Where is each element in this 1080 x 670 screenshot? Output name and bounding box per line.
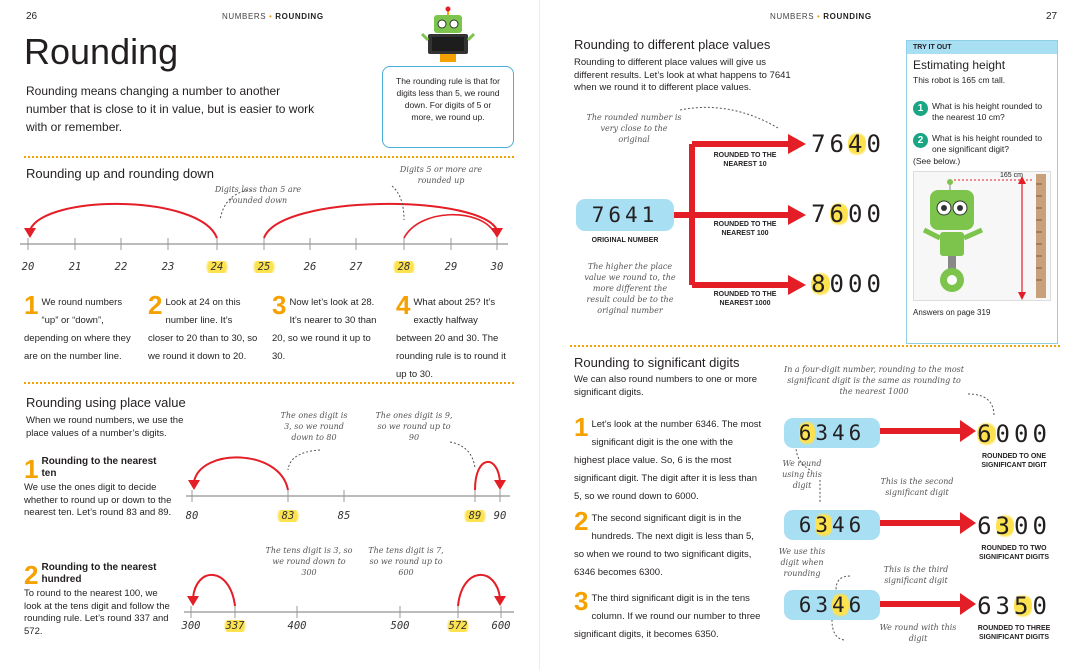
tick-highlighted: 89 <box>460 510 490 522</box>
digit: 4 <box>832 421 849 445</box>
label-nearest-10: ROUNDED TO THE NEAREST 10 <box>713 152 777 168</box>
tick-highlighted: 28 <box>389 261 419 273</box>
note-ones-9: The ones digit is 9, so we round up to 90 <box>375 411 453 442</box>
digit: 6 <box>848 593 866 617</box>
subsection-text: We use the ones digit to decide whether to round up or down to the nearest ten. Let’s round 83 and 89. <box>24 482 172 518</box>
step-number: 3 <box>272 290 287 320</box>
tick: 23 <box>161 261 175 273</box>
tick: 90 <box>493 510 507 522</box>
section-heading-place-values: Rounding to different place values <box>574 37 771 52</box>
number-6346-a <box>784 418 880 448</box>
branch-arrows <box>670 100 810 310</box>
significant-intro: We can also round numbers to one or more significant digits. <box>574 374 758 398</box>
note-ones-3: The ones digit is 3, so we round down to 80 <box>280 411 348 442</box>
question-number-2: 2 <box>913 133 928 148</box>
result-6000 <box>972 420 1056 448</box>
label-three-sig-digits: ROUNDED TO THREE SIGNIFICANT DIGITS <box>977 625 1051 641</box>
place-value-intro: When we round numbers, we use the place values of a number’s digits. <box>26 415 184 439</box>
place-values-intro: Rounding to different place values will give us different results. Let’s look at what happens to 7641 when we round it to different place values. <box>574 57 791 93</box>
step-text: We round numbers “up” or “down”, depending on where they are on the number line. <box>24 297 131 362</box>
digit-highlighted: 8 <box>811 270 830 298</box>
answers-note: Answers on page 319 <box>913 308 991 317</box>
page-number-left: 26 <box>26 11 38 22</box>
question-text: What is his height rounded to one significant digit? <box>932 132 1043 154</box>
tick-highlighted: 25 <box>249 261 279 273</box>
tick: 80 <box>185 510 199 522</box>
tick: 27 <box>349 261 363 273</box>
step-text: The third significant digit is in the tens column. If we round our number to three significant digits, it becomes 6350. <box>574 593 761 640</box>
right-page <box>540 0 1080 670</box>
note-third-digit: This is the third significant digit <box>883 565 949 585</box>
tick: 400 <box>287 620 307 632</box>
note-tens-3: The tens digit is 3, so we round down to 300 <box>265 546 353 577</box>
arc-24-to-20 <box>30 204 217 238</box>
note-digits-less: Digits less than 5 are rounded down <box>214 185 302 205</box>
digit: 4 <box>832 513 849 537</box>
digit: 6 <box>848 513 866 537</box>
header-topic: ROUNDING <box>275 12 324 21</box>
digit: 0 <box>829 270 848 298</box>
digit: 6 <box>829 130 848 158</box>
section-heading-place-value: Rounding using place value <box>26 395 186 410</box>
digit: 3 <box>815 593 832 617</box>
original-number-label: ORIGINAL NUMBER <box>591 237 659 244</box>
tick: 26 <box>303 261 317 273</box>
tick: 30 <box>490 261 504 273</box>
number-6346-c <box>784 590 880 620</box>
digit: 0 <box>1032 420 1051 448</box>
ruler-label: 165 cm <box>1000 172 1023 179</box>
round-nearest-ten <box>24 456 174 520</box>
subheading: Rounding to the nearest ten <box>41 456 157 479</box>
tick: 20 <box>21 261 35 273</box>
digit: 7 <box>811 130 830 158</box>
result-8000 <box>806 270 890 298</box>
digit-highlighted: 3 <box>815 510 832 540</box>
label-two-sig-digits: ROUNDED TO TWO SIGNIFICANT DIGITS <box>979 545 1049 561</box>
step-number: 4 <box>396 290 411 320</box>
note-round-with: We round with this digit <box>879 623 957 643</box>
tick-highlighted: 83 <box>273 510 303 522</box>
label-nearest-100: ROUNDED TO THE NEAREST 100 <box>713 221 777 237</box>
tick: 21 <box>68 261 82 273</box>
try-it-out-box <box>906 40 1058 344</box>
step-3 <box>272 292 384 364</box>
subheading: Rounding to the nearest hundred <box>41 562 157 585</box>
step-1 <box>24 292 136 364</box>
digit: 0 <box>848 200 867 228</box>
note-use-this-digit: We use this digit when rounding <box>778 547 826 578</box>
note-round-using: We round using this digit <box>782 459 822 490</box>
header-separator: • <box>269 12 273 21</box>
tick-highlighted: 24 <box>202 261 232 273</box>
tick: 85 <box>337 510 351 522</box>
robot-height-panel <box>913 171 1051 301</box>
note-higher-place: The higher the place value we round to, the more different the result could be to the original number <box>584 262 676 315</box>
step-number: 1 <box>24 454 39 484</box>
section-divider <box>570 345 1060 347</box>
round-nearest-hundred <box>24 562 174 638</box>
tick-highlighted: 572 <box>443 620 473 632</box>
note-rounded-close: The rounded number is very close to the original <box>586 113 682 144</box>
original-number: 7641 <box>576 199 674 231</box>
number-6346-b <box>784 510 880 540</box>
number-line-80-90 <box>180 440 520 520</box>
digit: 0 <box>1014 512 1033 540</box>
step-4 <box>396 292 512 382</box>
digit: 6 <box>798 513 816 537</box>
digit-highlighted: 4 <box>848 130 867 158</box>
tick: 29 <box>444 261 458 273</box>
question-number-1: 1 <box>913 101 928 116</box>
tick: 300 <box>181 620 201 632</box>
rounding-rule-box: The rounding rule is that for digits less than 5, we round down. For digits of 5 or more, we round up. <box>382 66 514 148</box>
step-text: What about 25? It’s exactly halfway between 20 and 30. The rounding rule is to round it up to 30. <box>396 297 506 380</box>
digit-highlighted: 4 <box>832 590 849 620</box>
page-number-right: 27 <box>1046 11 1058 22</box>
arc-25-to-30 <box>264 204 497 238</box>
digit-highlighted: 6 <box>799 418 816 448</box>
digit: 0 <box>995 420 1014 448</box>
digit: 0 <box>866 270 885 298</box>
header-topic: ROUNDING <box>823 12 872 21</box>
note-four-digit: In a four-digit number, rounding to the most significant digit is the same as rounding to the nearest 1000 <box>784 365 964 396</box>
note-digits-more: Digits 5 or more are rounded up <box>399 165 483 185</box>
try-see-below: (See below.) <box>913 155 961 166</box>
digit-highlighted: 5 <box>1014 592 1033 620</box>
tick: 600 <box>491 620 511 632</box>
try-title: Estimating height <box>913 58 1006 72</box>
digit: 3 <box>995 592 1014 620</box>
try-question-1 <box>907 87 1057 123</box>
digit: 0 <box>848 270 867 298</box>
step-text: The second significant digit is in the hundreds. The next digit is less than 5, so when we round to two significant digits, 6346 becomes 6300. <box>574 513 754 578</box>
step-number: 2 <box>574 506 589 536</box>
result-7640 <box>806 130 890 158</box>
digit: 6 <box>977 512 996 540</box>
page-title: Rounding <box>24 31 179 72</box>
digit: 3 <box>815 421 832 445</box>
digit: 0 <box>1014 420 1033 448</box>
header-section: NUMBERS <box>770 12 815 21</box>
label-nearest-1000: ROUNDED TO THE NEAREST 1000 <box>713 291 777 307</box>
running-header-right <box>770 12 872 21</box>
try-question-2 <box>907 123 1057 155</box>
digit: 0 <box>1032 592 1051 620</box>
note-second-digit: This is the second significant digit <box>880 477 954 497</box>
digit: 0 <box>866 200 885 228</box>
result-7600 <box>806 200 890 228</box>
sig-step-3 <box>574 588 766 642</box>
intro-text: Rounding means changing a number to another number that is close to it in value, but is easier to work with or remember. <box>26 84 315 134</box>
try-text: This robot is 165 cm tall. <box>913 75 1006 85</box>
result-6350 <box>972 592 1056 620</box>
sig-step-1 <box>574 414 766 504</box>
digit: 6 <box>798 593 816 617</box>
header-separator: • <box>817 12 821 21</box>
header-section: NUMBERS <box>222 12 267 21</box>
digit: 0 <box>1032 512 1051 540</box>
digit: 7 <box>811 200 830 228</box>
subsection-text: To round to the nearest 100, we look at the tens digit and follow the rounding rule. Let’s round 337 and 572. <box>24 588 170 637</box>
digit-highlighted: 6 <box>829 200 848 228</box>
arc-28-to-30 <box>404 215 494 238</box>
section-heading-significant: Rounding to significant digits <box>574 355 740 370</box>
robot-with-ruler-illustration <box>914 172 1052 302</box>
robot-illustration <box>420 6 476 66</box>
step-number: 3 <box>574 586 589 616</box>
step-text: Let’s look at the number 6346. The most significant digit is the one with the highest place value. So, 6 is the most significant digit. The digit after it is less than 5, so we round down to 6000. <box>574 419 762 502</box>
digit: 6 <box>848 421 866 445</box>
note-tens-7: The tens digit is 7, so we round up to 600 <box>368 546 444 577</box>
step-number: 1 <box>574 412 589 442</box>
running-header-left <box>222 12 324 21</box>
tick: 500 <box>390 620 410 632</box>
step-2 <box>148 292 260 364</box>
label-one-sig-digit: ROUNDED TO ONE SIGNIFICANT DIGIT <box>981 453 1047 469</box>
section-divider <box>24 156 514 158</box>
digit-highlighted: 3 <box>995 512 1014 540</box>
digit-highlighted: 6 <box>977 420 996 448</box>
digit: 6 <box>977 592 996 620</box>
try-tag: TRY IT OUT <box>907 41 1057 54</box>
tick: 22 <box>114 261 128 273</box>
digit: 0 <box>866 130 885 158</box>
question-text: What is his height rounded to the nearest 10 cm? <box>932 100 1043 122</box>
result-6300 <box>972 512 1056 540</box>
sig-step-2 <box>574 508 766 580</box>
step-text: Now let’s look at 28. It’s nearer to 30 than 20, so we round it up to 30. <box>272 297 377 362</box>
step-number: 1 <box>24 290 39 320</box>
step-number: 2 <box>24 560 39 590</box>
section-heading-up-down: Rounding up and rounding down <box>26 166 214 181</box>
tick-highlighted: 337 <box>220 620 250 632</box>
section-divider <box>24 382 514 384</box>
step-text: Look at 24 on this number line. It’s closer to 20 than to 30, so we round it down to 20. <box>148 297 258 362</box>
step-number: 2 <box>148 290 163 320</box>
